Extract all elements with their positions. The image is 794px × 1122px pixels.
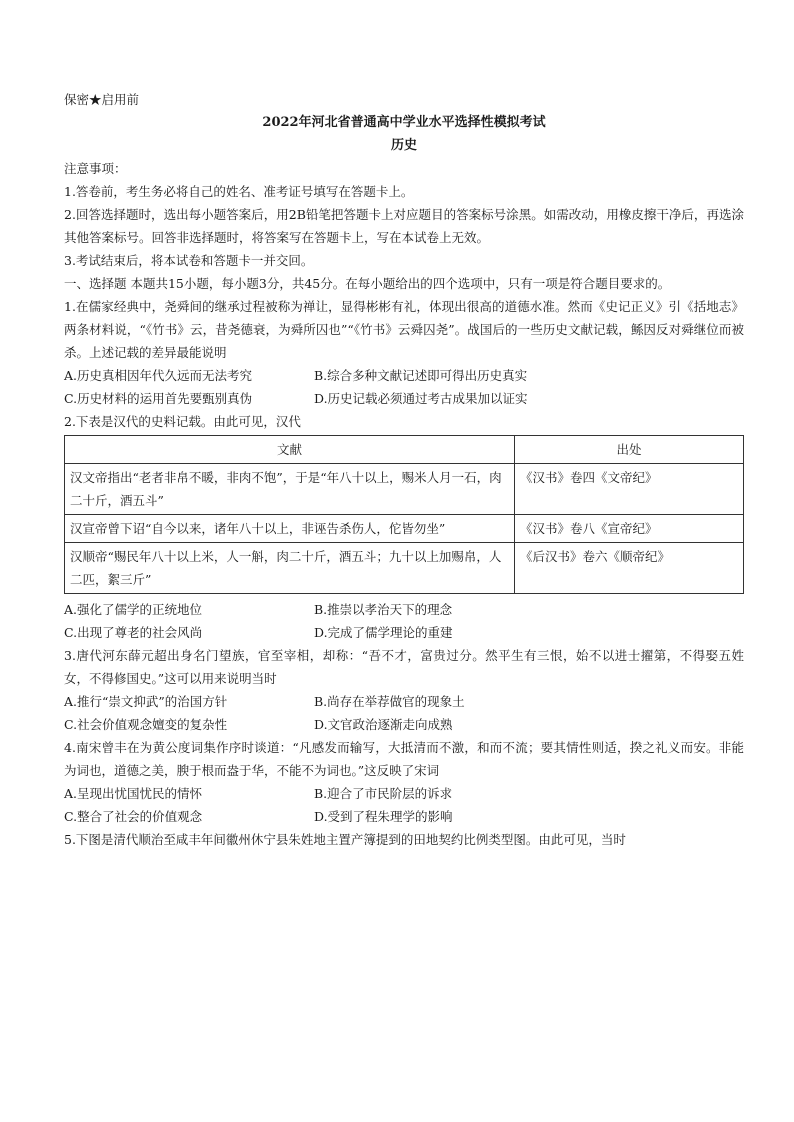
option-c: C.历史材料的运用首先要甄别真伪 — [64, 391, 253, 406]
table-cell-source: 《后汉书》卷六《顺帝纪》 — [515, 543, 744, 594]
question-stem: 1.在儒家经典中，尧舜间的继承过程被称为禅让，显得彬彬有礼，体现出很高的道德水准。然而《史记正义》引《括地志》两条材料说，“《竹书》云，昔尧德衰，为舜所囚也”“《竹书》云舜囚尧”。战国后的一些历史文献记载，鲧因反对舜继位而被杀。上述记载的差异最能说明 — [64, 299, 744, 360]
question-stem: 3.唐代河东薛元超出身名门望族，官至宰相，却称：“吾不才，富贵过分。然平生有三恨，始不以进士擢第，不得娶五姓女，不得修国史。”这可以用来说明当时 — [64, 648, 744, 686]
option-c: C.社会价值观念嬗变的复杂性 — [64, 717, 228, 732]
option-b: B.尚存在举荐做官的现象土 — [314, 694, 465, 709]
option-b: B.推崇以孝治天下的理念 — [314, 602, 453, 617]
option-a: A.历史真相因年代久远而无法考究 — [64, 368, 253, 383]
option-row — [64, 713, 744, 736]
table-cell-source: 《汉书》卷四《文帝纪》 — [515, 464, 744, 515]
table-cell-document: 汉顺帝“赐民年八十以上米，人一斛，肉二十斤，酒五斗；九十以上加赐帛，人二匹，絮三斤” — [65, 543, 515, 594]
question-stem: 4.南宋曾丰在为黄公度词集作序时谈道：“凡感发而输写，大抵清而不激，和而不流；要其情性则适，揆之礼义而安。非能为词也，道德之美，腴于根而盎于华，不能不为词也。”这反映了宋词 — [64, 740, 744, 778]
exam-content — [64, 88, 744, 851]
table-cell-document: 汉文帝指出“老者非帛不暖，非肉不饱”，于是“年八十以上，赐米人月一石，肉二十斤，酒五斗” — [65, 464, 515, 515]
note-item: 2.回答选择题时，选出每小题答案后，用2B铅笔把答题卡上对应题目的答案标号涂黑。如需改动，用橡皮擦干净后，再选涂其他答案标号。回答非选择题时，将答案写在答题卡上，写在本试卷上无效。 — [64, 207, 744, 245]
option-row — [64, 387, 744, 410]
option-row — [64, 782, 744, 805]
option-row — [64, 690, 744, 713]
table-cell-source: 《汉书》卷八《宣帝纪》 — [515, 515, 744, 543]
table-row — [65, 543, 744, 594]
option-row — [64, 598, 744, 621]
option-a: A.推行“崇文抑武”的治国方针 — [64, 694, 228, 709]
exam-title: 2022年河北省普通高中学业水平选择性模拟考试 — [262, 115, 546, 130]
option-d: D.完成了儒学理论的重建 — [314, 625, 453, 640]
section-intro: 一、选择题 本题共15小题，每小题3分，共45分。在每小题给出的四个选项中，只有一项是符合题目要求的。 — [64, 276, 671, 291]
option-row — [64, 364, 744, 387]
table-row — [65, 515, 744, 543]
option-row — [64, 621, 744, 644]
option-a: A.强化了儒学的正统地位 — [64, 602, 203, 617]
option-a: A.呈现出忧国忧民的情怀 — [64, 786, 203, 801]
option-d: D.历史记载必须通过考古成果加以证实 — [314, 391, 528, 406]
option-row — [64, 805, 744, 828]
option-d: D.受到了程朱理学的影响 — [314, 809, 453, 824]
table-header-row — [65, 436, 744, 464]
option-d: D.文官政治逐渐走向成熟 — [314, 717, 453, 732]
notes-heading: 注意事项： — [64, 161, 127, 176]
table-header-document: 文献 — [65, 436, 515, 464]
confidential-mark: 保密★启用前 — [64, 92, 140, 107]
option-c: C.整合了社会的价值观念 — [64, 809, 203, 824]
table-cell-document: 汉宣帝曾下诏“自今以来，诸年八十以上，非诬告杀伤人，佗皆勿坐” — [65, 515, 515, 543]
option-b: B.迎合了市民阶层的诉求 — [314, 786, 453, 801]
option-c: C.出现了尊老的社会风尚 — [64, 625, 203, 640]
question-stem: 5.下图是清代顺治至咸丰年间徽州休宁县朱姓地主置产簿提到的田地契约比例类型图。由此可见，当时 — [64, 832, 626, 847]
option-b: B.综合多种文献记述即可得出历史真实 — [314, 368, 528, 383]
note-item: 1.答卷前，考生务必将自己的姓名、准考证号填写在答题卡上。 — [64, 184, 414, 199]
question-stem: 2.下表是汉代的史料记载。由此可见，汉代 — [64, 414, 301, 429]
table-header-source: 出处 — [515, 436, 744, 464]
note-item: 3.考试结束后，将本试卷和答题卡一并交回。 — [64, 253, 314, 268]
subject-title: 历史 — [390, 138, 417, 153]
table-row — [65, 464, 744, 515]
source-table — [64, 435, 744, 594]
